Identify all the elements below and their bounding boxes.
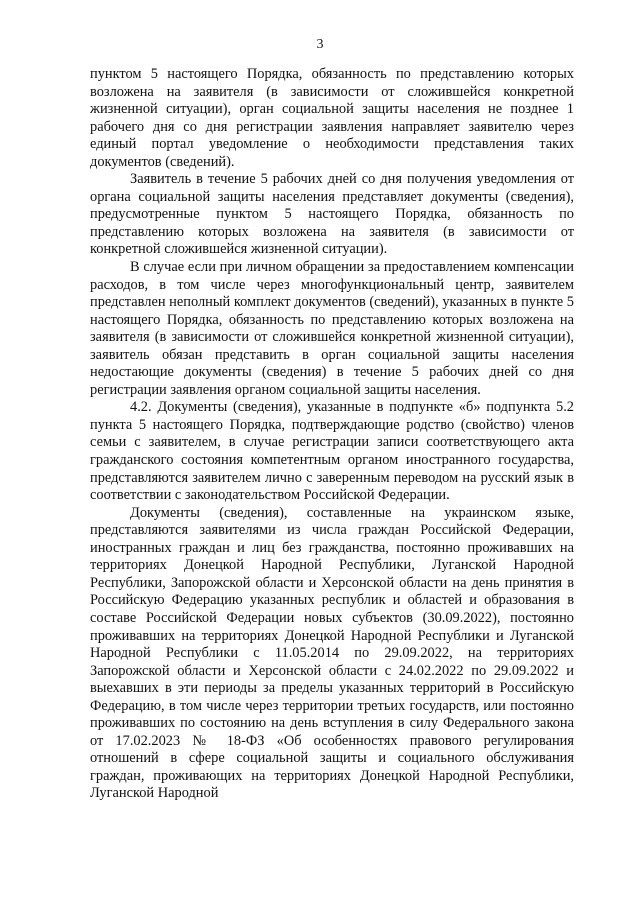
paragraph-applicant-notification: Заявитель в течение 5 рабочих дней со дня получения уведомления от органа социальной защиты населения представляет документы (сведения), предусмотренные пунктом 5 настоящего Порядка, обязанность по представлению которых возложена на заявителя (в зависимости от конкретной сложившейся жизненной ситуации).: [90, 171, 574, 258]
document-body: [90, 66, 574, 803]
paragraph-incomplete-documents: В случае если при личном обращении за предоставлением компенсации расходов, в том числе через многофункциональный центр, заявителем представлен неполный комплект документов (сведений), указанных в пункте 5 настоящего Порядка, обязанность по представлению которых возложена на заявителя (в зависимости от сложившейся конкретной жизненной ситуации), заявитель обязан представить в орган социальной защиты населения недостающие документы (сведения) в течение 5 рабочих дней со дня регистрации заявления органом социальной защиты населения.: [90, 259, 574, 398]
paragraph-continuation: пунктом 5 настоящего Порядка, обязанность по представлению которых возложена на заявителя (в зависимости от сложившейся конкретной жизненной ситуации), орган социальной защиты населения не позднее 1 рабочего дня со дня регистрации заявления направляет заявителю через единый портал уведомление о необходимости представления таких документов (сведений).: [90, 66, 574, 170]
paragraph-4-2: 4.2. Документы (сведения), указанные в подпункте «б» подпункта 5.2 пункта 5 настоящего Порядка, подтверждающие родство (свойство) членов семьи с заявителем, в случае регистрации записи соответствующего акта гражданского состояния компетентным органом иностранного государства, представляются заявителем лично с заверенным переводом на русский язык в соответствии с законодательством Российской Федерации.: [90, 399, 574, 504]
paragraph-ukrainian-documents: Документы (сведения), составленные на украинском языке, представляются заявителями из числа граждан Российской Федерации, иностранных граждан и лиц без гражданства, постоянно проживавших на территориях Донецкой Народной Республики, Луганской Народной Республики, Запорожской области и Херсонской области на день принятия в Российскую Федерацию указанных республик и областей и образования в составе Российской Федерации новых субъектов (30.09.2022), постоянно проживавших на территориях Донецкой Народной Республики и Луганской Народной Республики с 11.05.2014 по 29.09.2022, на территориях Запорожской области и Херсонской области с 24.02.2022 по 29.09.2022 и выехавших в эти периоды за пределы указанных территорий в Российскую Федерацию, в том числе через территории третьих государств, или постоянно проживавших по состоянию на день вступления в силу Федерального закона от 17.02.2023 № 18-ФЗ «Об особенностях правового регулирования отношений в сфере социальной защиты и социального обслуживания граждан, проживающих на территориях Донецкой Народной Республики, Луганской Народной: [90, 504, 574, 802]
page-number: 3: [316, 37, 324, 52]
